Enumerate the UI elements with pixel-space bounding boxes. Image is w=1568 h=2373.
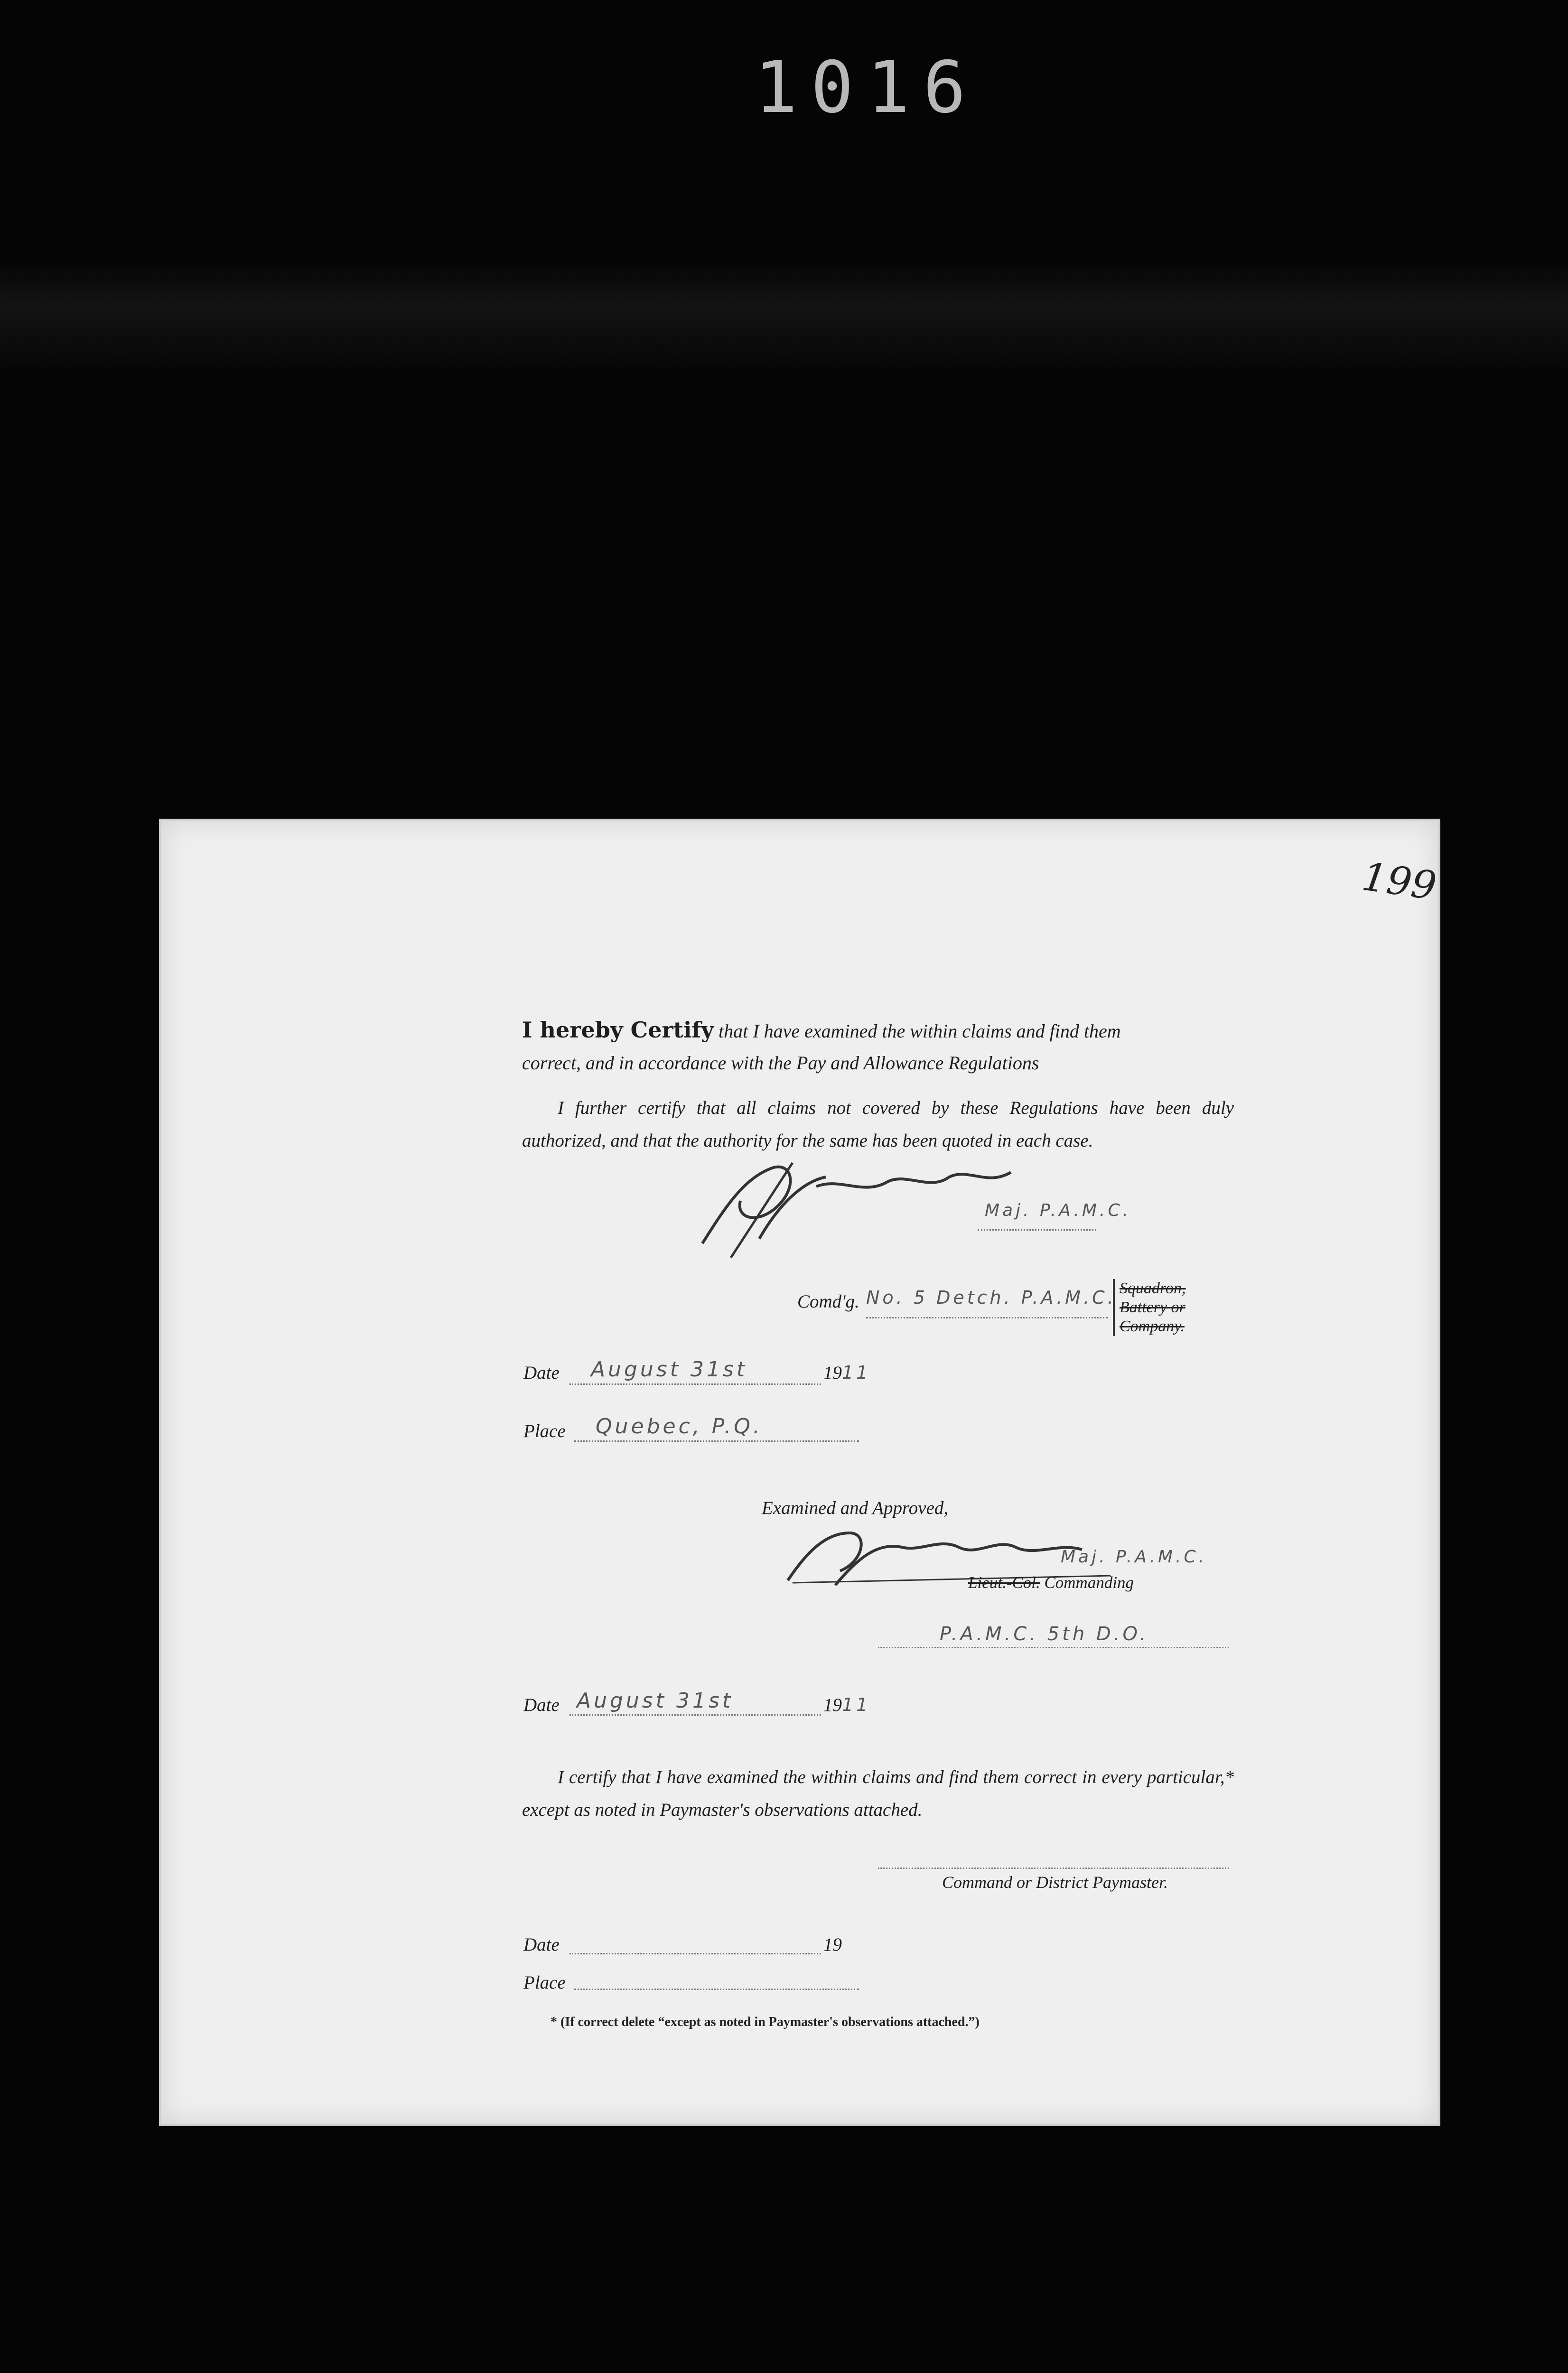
certify-line-1-text: that I have examined the within claims and find them xyxy=(719,1020,1121,1042)
date-label: Date xyxy=(523,1363,560,1383)
approval-date-line xyxy=(569,1714,821,1716)
approval-year-prefix: 19 xyxy=(823,1695,842,1715)
signature-title: Maj. P.A.M.C. xyxy=(985,1201,1131,1220)
comdg-value: No. 5 Detch. P.A.M.C. xyxy=(866,1287,1116,1308)
paymaster-signature-line xyxy=(878,1868,1229,1869)
examined-approved-heading: Examined and Approved, xyxy=(762,1498,949,1518)
year-prefix: 19 xyxy=(823,1363,842,1383)
place-label: Place xyxy=(523,1421,566,1441)
commanding-label xyxy=(968,1573,1134,1592)
signature-line xyxy=(978,1229,1096,1231)
struck-rank: Lieut.-Col. xyxy=(968,1573,1040,1592)
approval-date-value: August 31st xyxy=(577,1689,734,1713)
approver-title: Maj. P.A.M.C. xyxy=(1061,1547,1207,1567)
unit-line xyxy=(878,1647,1229,1648)
further-certify-paragraph: I further certify that all claims not covered by these Regulations have been duly authorized, and that the authority for the same has been quoted in each case. xyxy=(522,1098,1234,1151)
paymaster-date-line xyxy=(569,1953,821,1954)
comdg-line xyxy=(866,1317,1108,1318)
date-line xyxy=(569,1383,821,1385)
unit-value: P.A.M.C. 5th D.O. xyxy=(940,1623,1149,1645)
paymaster-place-line xyxy=(574,1989,859,1990)
comdg-label: Comd'g. xyxy=(797,1291,859,1312)
certify-heading: I hereby Certify xyxy=(522,1017,714,1043)
year-label xyxy=(823,1362,870,1383)
frame-number: 1016 xyxy=(755,47,980,129)
paymaster-place-label: Place xyxy=(523,1972,566,1993)
certify-line-1 xyxy=(522,1013,1234,1048)
unit-type-brace xyxy=(1113,1279,1185,1336)
paymaster-certify-paragraph: I certify that I have examined the within claims and find them correct in every particular,* except as noted in Paymaster's observations attached. xyxy=(522,1767,1234,1820)
brace-item-squadron: Squadron, xyxy=(1120,1280,1186,1297)
folio-number: 199 xyxy=(1359,854,1439,909)
certify-line-2: correct, and in accordance with the Pay and Allowance Regulations xyxy=(522,1052,1039,1074)
paymaster-date-label: Date xyxy=(523,1934,560,1955)
approval-year xyxy=(823,1694,870,1716)
date-value: August 31st xyxy=(591,1357,748,1382)
paymaster-role: Command or District Paymaster. xyxy=(942,1873,1168,1892)
commanding-text: Commanding xyxy=(1044,1573,1134,1592)
paymaster-year-prefix: 19 xyxy=(823,1934,842,1955)
year-suffix: 11 xyxy=(842,1362,871,1383)
place-line xyxy=(574,1440,859,1442)
approval-year-suffix: 11 xyxy=(842,1694,871,1715)
brace-item-battery: Battery or xyxy=(1120,1299,1185,1316)
footnote: * (If correct delete “except as noted in Paymaster's observations attached.”) xyxy=(551,2015,980,2029)
place-value: Quebec, P.Q. xyxy=(596,1414,763,1439)
brace-item-company: Company. xyxy=(1120,1317,1185,1335)
film-haze xyxy=(0,266,1568,370)
approval-date-label: Date xyxy=(523,1695,560,1715)
